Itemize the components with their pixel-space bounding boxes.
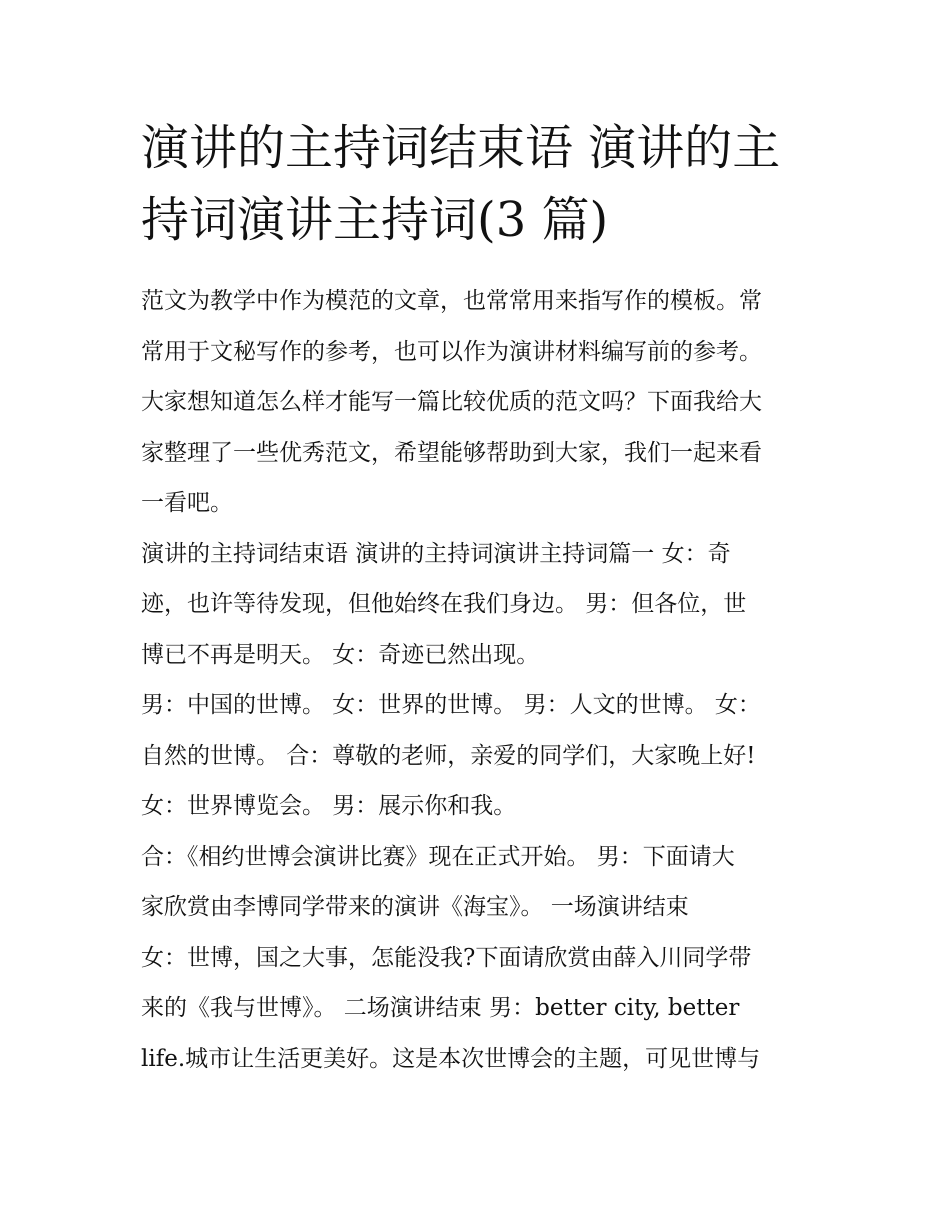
body-line-5: 一看吧。 [141, 490, 233, 516]
body-line-4: 家整理了一些优秀范文，希望能够帮助到大家，我们一起来看 [141, 439, 762, 466]
body-line-15: 来的《我与世博》。 二场演讲结束 男：better city, better [141, 995, 740, 1021]
body-line-7: 迹，也许等待发现，但他始终在我们身边。 男：但各位，世 [141, 591, 747, 617]
body-line-14: 女：世博，国之大事，怎能没我?下面请欣赏由薛入川同学带 [141, 944, 752, 971]
title-line-1: 演讲的主持词结束语 演讲的主 [141, 120, 781, 176]
body-line-13: 家欣赏由李博同学带来的演讲《海宝》。 一场演讲结束 [141, 894, 689, 920]
body-line-8: 博已不再是明天。 女：奇迹已然出现。 [141, 641, 540, 668]
document-body [141, 276, 821, 1084]
body-line-3: 大家想知道怎么样才能写一篇比较优质的范文吗？下面我给大 [141, 389, 762, 415]
body-line-11: 女：世界博览会。 男：展示你和我。 [141, 793, 517, 819]
title-line-2: 持词演讲主持词(3 篇) [141, 192, 609, 248]
body-line-6: 演讲的主持词结束语 演讲的主持词演讲主持词篇一 女：奇 [141, 540, 731, 567]
body-line-1: 范文为教学中作为模范的文章，也常常用来指写作的模板。常 [141, 288, 762, 314]
body-line-9: 男：中国的世博。 女：世界的世博。 男：人文的世博。 女： [141, 692, 761, 718]
body-line-2: 常用于文秘写作的参考，也可以作为演讲材料编写前的参考。 [141, 338, 762, 365]
body-line-10: 自然的世博。 合：尊敬的老师，亲爱的同学们，大家晚上好! [141, 742, 756, 769]
body-line-16: life.城市让生活更美好。这是本次世博会的主题，可见世博与 [141, 1045, 761, 1072]
document-title [141, 112, 821, 256]
body-line-12: 合：《相约世博会演讲比赛》现在正式开始。 男：下面请大 [141, 843, 735, 870]
